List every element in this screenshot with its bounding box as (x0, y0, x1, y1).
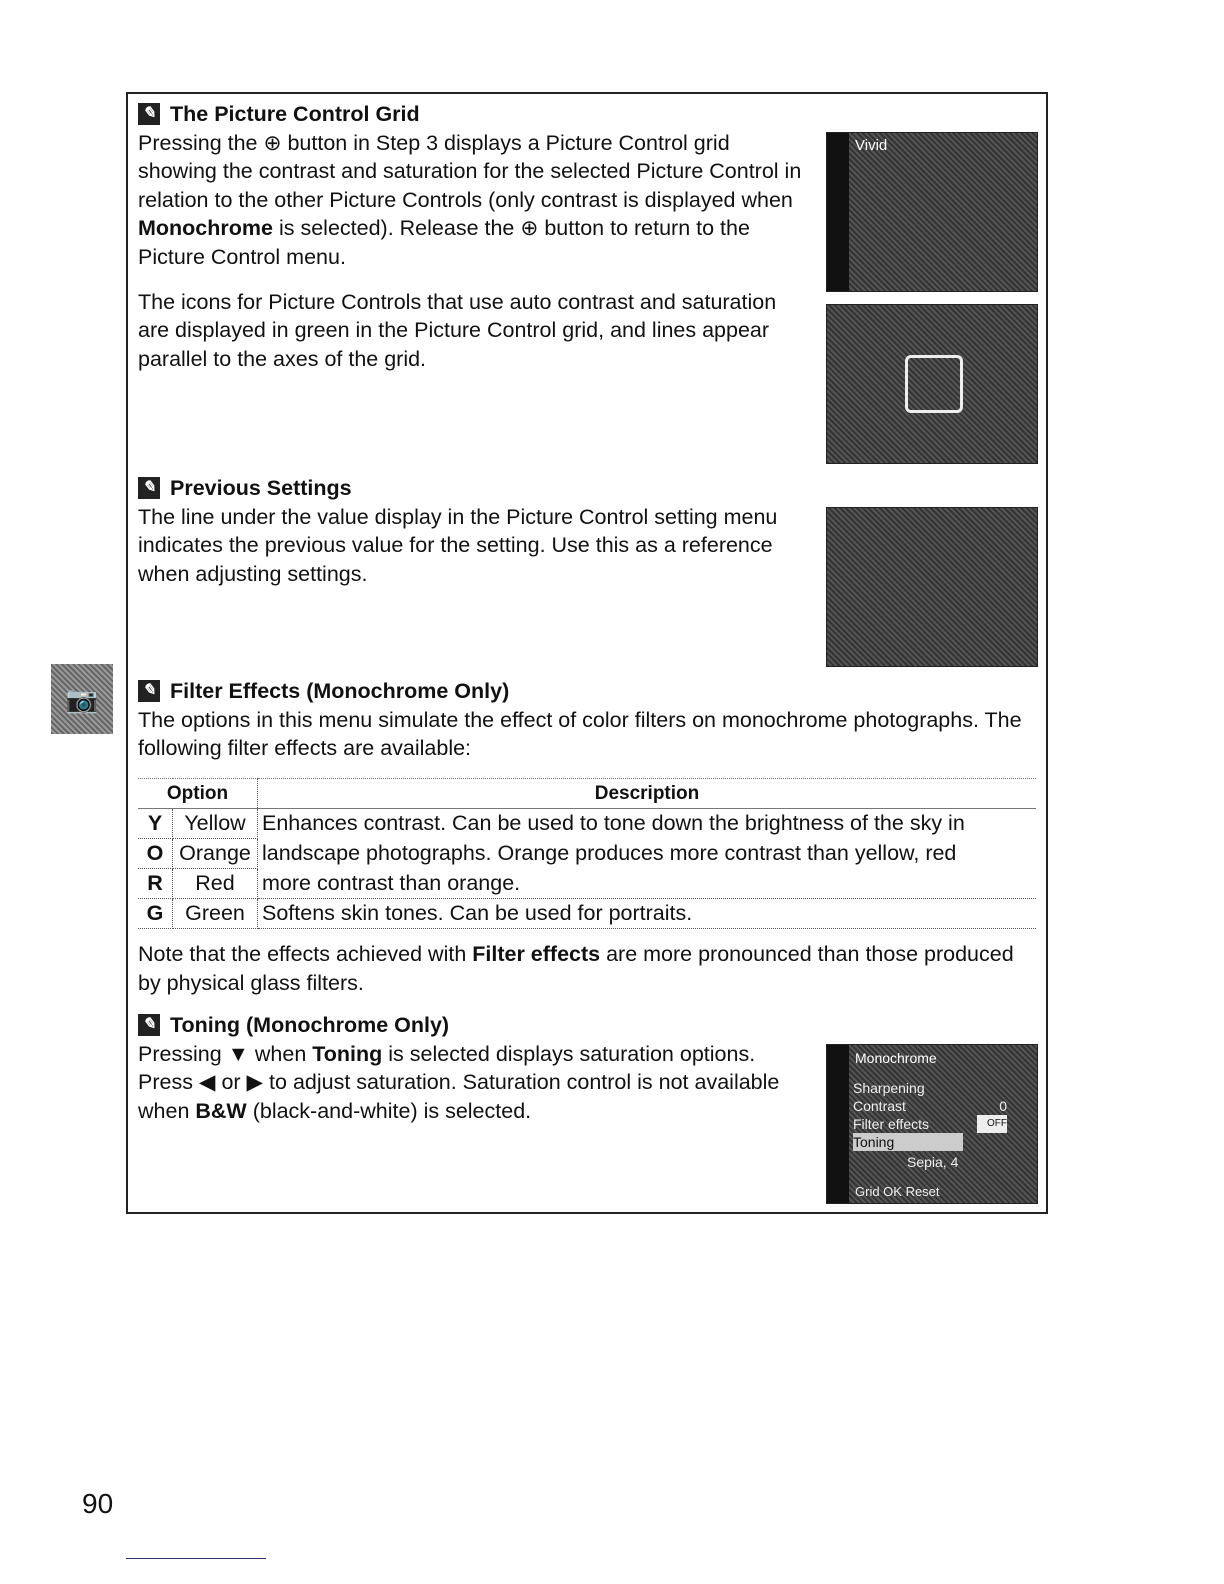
paragraph: Pressing the ⊕ button in Step 3 displays a Picture Control grid showing the contrast and saturation for the selected Picture Control in relation to the other Picture Controls (only contrast is displayed when Monochrome is selected). Release the ⊕ button to return to the Picture Control menu. (138, 130, 802, 269)
section-toning (138, 1011, 808, 1125)
table-row: Y Yellow Enhances contrast. Can be used to tone down the brightness of the sky in (138, 809, 1036, 839)
section-filter-effects (138, 677, 1036, 763)
section-title: The Picture Control Grid (170, 102, 420, 126)
paragraph: Pressing ▼ when Toning is selected displays saturation options. Press ◀ or ▶ to adjust saturation. Saturation control is not available when B&W (black-and-white) is selected. (138, 1041, 780, 1123)
section-previous-settings (138, 474, 808, 588)
header-description: Description (258, 779, 1037, 809)
monochrome-menu-screen: Monochrome Sharpening Contrast Filter effects Toning 0 OFF Sepia, 4 Grid OK Reset (826, 1044, 1038, 1204)
table-row: O Orange landscape photographs. Orange produces more contrast than yellow, red (138, 839, 1036, 869)
page-number: 90 (82, 1488, 114, 1519)
note-icon: ✎ (138, 680, 160, 702)
grid-auto-screen (826, 304, 1038, 464)
table-row: G Green Softens skin tones. Can be used for portraits. (138, 899, 1036, 929)
previous-settings-screen (826, 507, 1038, 667)
section-title: Previous Settings (170, 476, 352, 500)
note-icon: ✎ (138, 477, 160, 499)
paragraph: The line under the value display in the Picture Control setting menu indicates the previous value for the setting. Use this as a reference when adjusting settings. (138, 504, 778, 586)
filter-effects-table (138, 778, 1036, 929)
paragraph: The options in this menu simulate the effect of color filters on monochrome photographs. The following filter effects are available: (138, 707, 1022, 761)
paragraph: The icons for Picture Controls that use auto contrast and saturation are displayed in green in the Picture Control grid, and lines appear parallel to the axes of the grid. (138, 289, 777, 371)
filter-note: Note that the effects achieved with Filter effects are more pronounced than those produced by physical glass filters. (138, 942, 1014, 995)
note-icon: ✎ (138, 1014, 160, 1036)
section-title: Toning (Monochrome Only) (170, 1013, 450, 1037)
footer-rule (126, 1558, 266, 1559)
shooting-menu-tab-icon: 📷 (51, 664, 113, 734)
header-option: Option (138, 779, 258, 809)
notes-box (126, 92, 1048, 1214)
table-row: R Red more contrast than orange. (138, 869, 1036, 899)
section-title: Filter Effects (Monochrome Only) (170, 679, 510, 703)
picture-control-grid-screen: Vivid (826, 132, 1038, 292)
section-picture-control-grid (138, 100, 808, 373)
note-icon: ✎ (138, 103, 160, 125)
